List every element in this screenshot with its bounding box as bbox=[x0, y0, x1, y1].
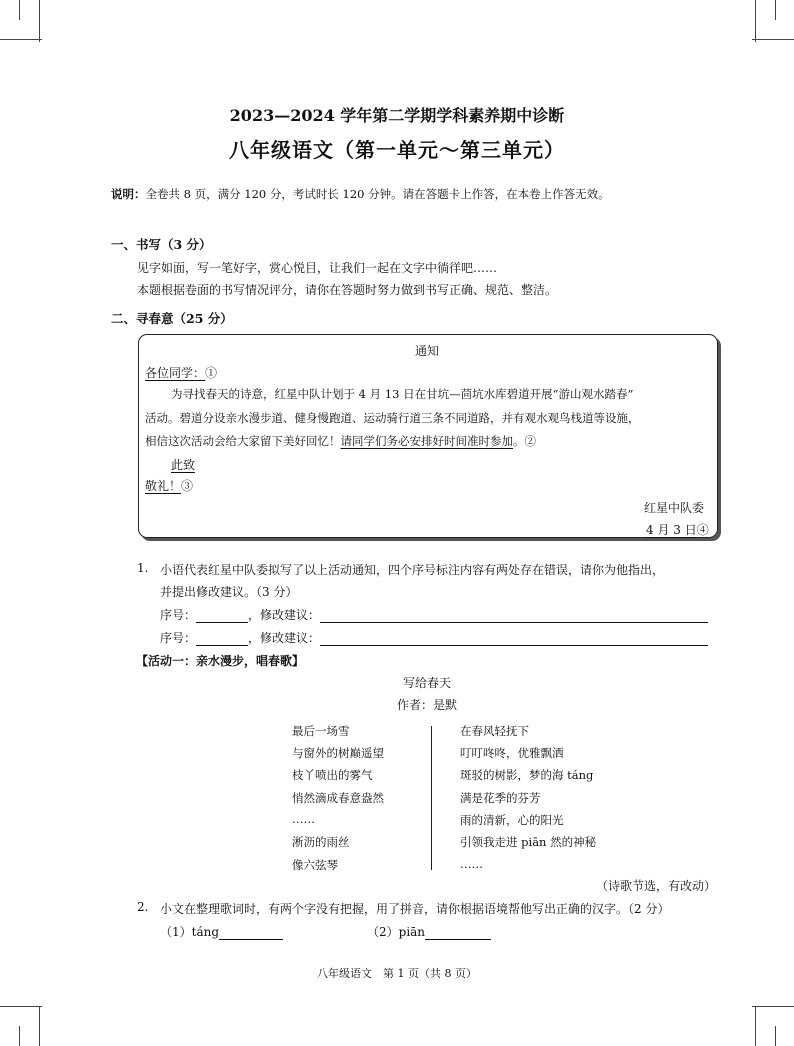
question1-number: 1. bbox=[137, 561, 149, 575]
poem-left-line: …… bbox=[292, 812, 315, 826]
poem-title: 写给春天 bbox=[402, 676, 451, 690]
question2-item2-label: （2）piān bbox=[367, 925, 426, 939]
notice-para2: 活动。碧道分设亲水漫步道、健身慢跑道、运动骑行道三条不同道路，并有观水观鸟栈道等设施， bbox=[145, 411, 640, 425]
section1-line1: 见字如面，写一笔好字，赏心悦目，让我们一起在文字中徜徉吧…… bbox=[137, 261, 498, 275]
notice-closing1-line bbox=[171, 456, 195, 473]
serial-blank-2[interactable] bbox=[196, 632, 248, 646]
suggestion-blank-1[interactable] bbox=[320, 609, 708, 623]
poem-left-line: 淅沥的雨丝 bbox=[292, 835, 350, 849]
serial-blank-1[interactable] bbox=[196, 609, 248, 623]
activity1-heading: 【活动一：亲水漫步，唱春歌】 bbox=[136, 654, 305, 668]
question1-text-line2: 并提出修改建议。（3 分） bbox=[160, 585, 298, 599]
poem-left-line: 像六弦琴 bbox=[292, 858, 338, 872]
notice-signature: 红星中队委 bbox=[644, 501, 705, 515]
suggestion-label: ，修改建议： bbox=[248, 631, 321, 645]
crop-mark-bottom-right-h bbox=[752, 1006, 794, 1007]
poem-left-line: 枝丫喷出的雾气 bbox=[292, 768, 373, 782]
serial-label: 序号： bbox=[160, 631, 197, 645]
question2-number: 2. bbox=[137, 900, 149, 914]
poem-right-line: 在春风轻抚下 bbox=[460, 724, 529, 738]
notice-greeting-line bbox=[145, 364, 217, 381]
question2-item1-label: （1）táng bbox=[160, 925, 220, 939]
exam-title: 2023—2024 学年第二学期学科素养期中诊断 bbox=[229, 106, 565, 125]
notice-para3: 相信这次活动会给大家留下美好回忆！ bbox=[145, 434, 341, 448]
poem-left-line: 最后一场雪 bbox=[292, 724, 350, 738]
question2-blank-1[interactable] bbox=[219, 926, 283, 940]
crop-mark-bottom-left-v2 bbox=[19, 1026, 20, 1046]
section1-heading: 一、书写（3 分） bbox=[111, 237, 212, 252]
poem-divider bbox=[431, 726, 432, 870]
notice-date: 4 月 3 日 bbox=[646, 523, 697, 537]
notice-para3-underlined: 请同学们务必安排好时间准时参加 bbox=[340, 434, 513, 448]
notice-greeting: 各位同学： bbox=[145, 366, 206, 380]
notice-closing1: 此致 bbox=[171, 458, 196, 472]
poem-source: （诗歌节选，有改动） bbox=[596, 879, 717, 893]
poem-right-line: 雨的清新，心的阳光 bbox=[460, 813, 564, 827]
instructions-label: 说明： bbox=[111, 187, 146, 201]
crop-mark-top-right-h bbox=[752, 39, 794, 40]
question2-blank-2[interactable] bbox=[425, 926, 491, 940]
notice-para3-line bbox=[145, 433, 536, 449]
notice-mark1: ① bbox=[205, 366, 218, 380]
poem-left-line: 悄然滴成春意盎然 bbox=[292, 791, 384, 805]
notice-mark3: ③ bbox=[181, 479, 194, 493]
question2-text: 小文在整理歌词时，有两个字没有把握，用了拼音，请你根据语境帮他写出正确的汉字。（2 分） bbox=[160, 902, 670, 916]
notice-para1: 为寻找春天的诗意，红星中队计划于 4 月 13 日在甘坑—茴坑水库碧道开展“游山观水踏春” bbox=[171, 387, 634, 401]
crop-mark-top-left-h bbox=[0, 39, 42, 40]
crop-mark-top-left-v2 bbox=[19, 0, 20, 20]
poem-right-line: 叮叮咚咚，优雅飘洒 bbox=[460, 746, 564, 760]
crop-mark-top-right-v2 bbox=[775, 0, 776, 20]
poem-right-line: 引领我走进 piān 然的神秘 bbox=[460, 835, 597, 849]
notice-para3-end: 。② bbox=[513, 434, 536, 448]
question1-answer-row1 bbox=[160, 606, 708, 623]
section2-heading: 二、寻春意（25 分） bbox=[111, 311, 233, 326]
crop-mark-top-right-v bbox=[755, 0, 756, 42]
instructions-text: 全卷共 8 页，满分 120 分，考试时长 120 分钟。请在答题卡上作答，在本卷上作答无效。 bbox=[145, 187, 610, 201]
notice-closing2: 敬礼！ bbox=[145, 479, 182, 493]
serial-label: 序号： bbox=[160, 608, 197, 622]
poem-right-line: 斑驳的树影，梦的海 táng bbox=[460, 768, 594, 782]
poem-right-line: 满是花季的芬芳 bbox=[460, 791, 541, 805]
crop-mark-bottom-left-v bbox=[39, 1006, 40, 1046]
question2-item1 bbox=[160, 923, 283, 940]
notice-title: 通知 bbox=[414, 344, 439, 358]
page-footer: 八年级语文 第 1 页（共 8 页） bbox=[317, 967, 477, 980]
poem-right-line: …… bbox=[460, 857, 483, 871]
crop-mark-bottom-right-v2 bbox=[775, 1026, 776, 1046]
crop-mark-top-left-v bbox=[39, 0, 40, 42]
question1-text-line1: 小语代表红星中队委拟写了以上活动通知，四个序号标注内容有两处存在错误，请你为他指出， bbox=[160, 563, 665, 577]
notice-date-line bbox=[646, 521, 709, 538]
instructions bbox=[111, 186, 610, 202]
notice-closing2-line bbox=[145, 477, 193, 494]
poem-author: 作者：是默 bbox=[396, 698, 457, 712]
question1-answer-row2 bbox=[160, 629, 708, 646]
suggestion-label: ，修改建议： bbox=[248, 608, 321, 622]
poem-left-line: 与窗外的树巅遥望 bbox=[292, 746, 384, 760]
suggestion-blank-2[interactable] bbox=[320, 632, 708, 646]
notice-mark4: ④ bbox=[696, 523, 709, 537]
exam-subtitle: 八年级语文（第一单元～第三单元） bbox=[229, 138, 565, 162]
section1-line2: 本题根据卷面的书写情况评分，请你在答题时努力做到书写正确、规范、整洁。 bbox=[137, 283, 558, 297]
crop-mark-bottom-left-h bbox=[0, 1006, 42, 1007]
question2-item2 bbox=[367, 923, 491, 940]
crop-mark-bottom-right-v bbox=[755, 1006, 756, 1046]
